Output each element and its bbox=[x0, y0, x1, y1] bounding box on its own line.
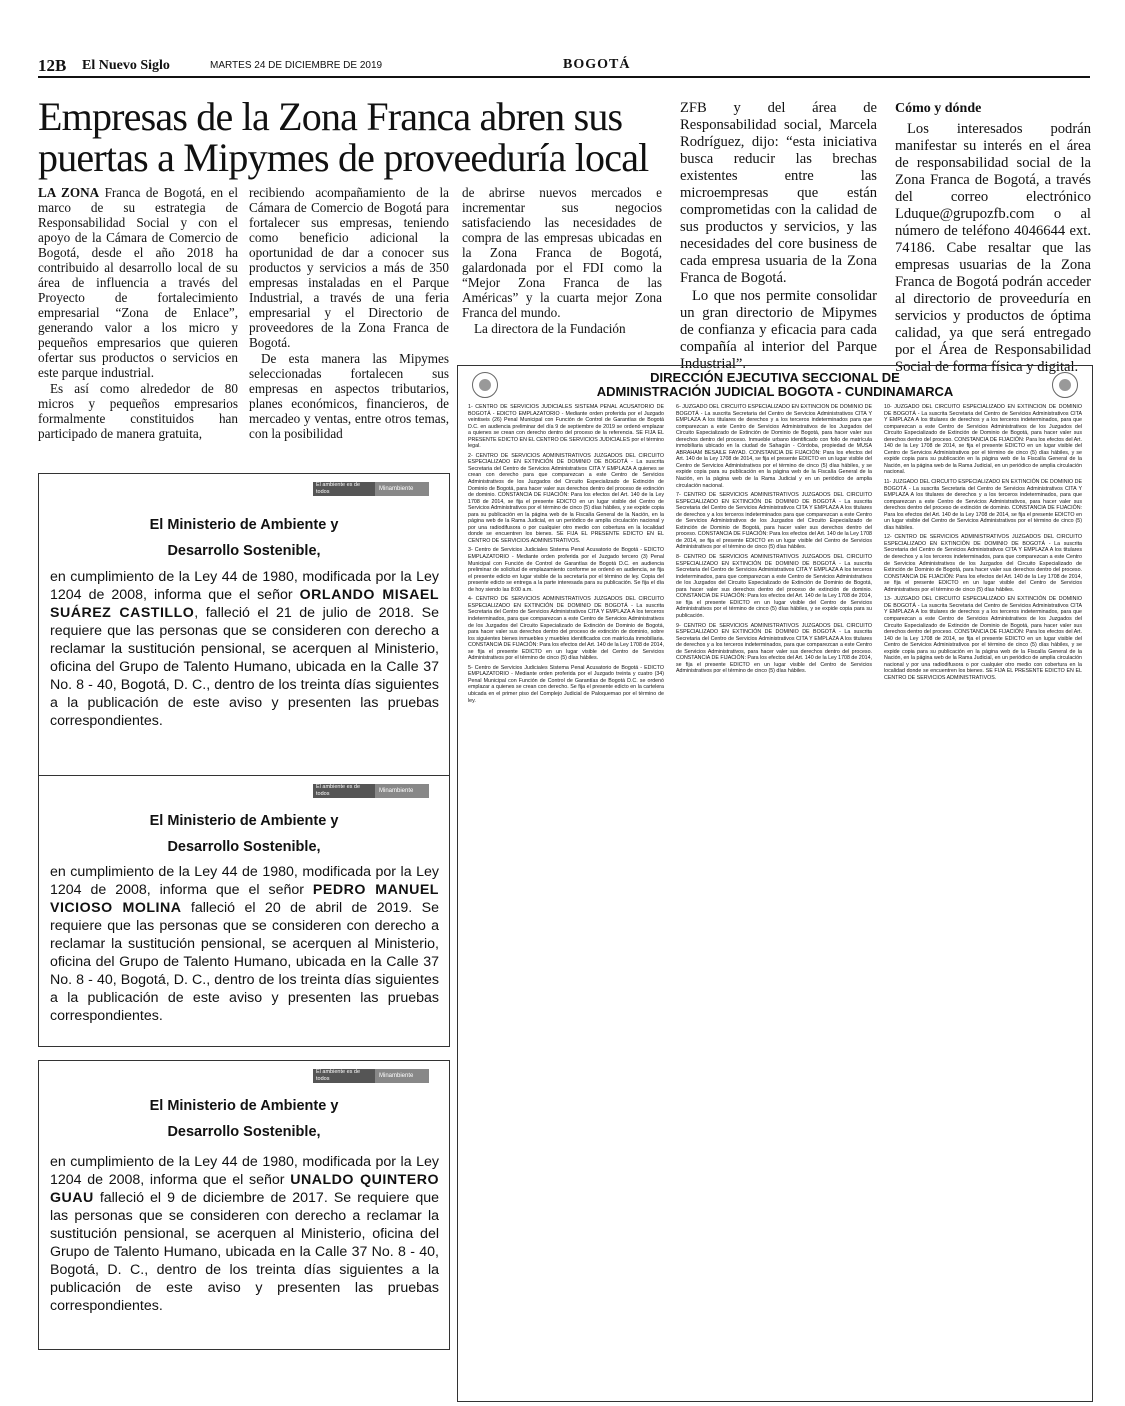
edict-entry: 12- CENTRO DE SERVICIOS ADMINISTRATIVOS JUZGADOS DEL CIRCUITO ESPECIALIZADO EN EXTINCIÓN DE DOMINIO DE BOGOTÁ - La suscrita Secretaria del Centro de Servicios Administrativos CITA Y EMPLAZA A los titulares de derechos y a los terceros indeterminados, para que comparezcan a este Centro de Servicios Administrativos de los Juzgados del Circuito Especializado de Extinción de Dominio de Bogotá, para hacer valer sus derechos dentro del proceso. CONSTANCIA DE FIJACIÓN: Para los efectos del Art. 140 de la Ley 1708 de 2014, se fija el presente EDICTO en un lugar visible del Centro de Servicios Administrativos por el término de cinco (5) días hábiles. bbox=[884, 534, 1082, 593]
minambiente-logo: Minambiente bbox=[375, 784, 429, 798]
notice-title: Desarrollo Sostenible, bbox=[167, 839, 321, 855]
article-paragraph: ZFB y del área de Responsabilidad social, Marcela Rodríguez, dijo: “esta iniciativa busca reducir las brechas existentes entre las microempresas que están comprometidas con la calidad de sus productos y servicios, y las necesidades del core business de cada empresa usuaria de la Zona Franca de Bogotá. bbox=[680, 100, 877, 286]
edict-column-2 bbox=[676, 404, 872, 1393]
article-paragraph: Los interesados podrán manifestar su interés en el área de responsabilidad social de la Zona Franca de Bogotá, a través del correo electrónico Lduque@grupozfb.com o al número de teléfono 4046644 ext. 74186. Cabe resaltar que las empresas usuarias de la Zona Franca de Bogotá podrán acceder al directorio de proveeduría en servicios y productos de óptima calidad, ya que será entregado por el Área de Responsabilidad Social de forma física y digital. bbox=[895, 121, 1091, 375]
minambiente-logo: Minambiente bbox=[375, 1069, 429, 1083]
edict-entry: 6- JUZGADO DEL CIRCUITO ESPECIALIZADO EN EXTINCIÓN DE DOMINIO DE BOGOTÁ - La suscrita Secretaria del Centro de Servicios Administrativos CITA Y EMPLAZA A los titulares de derechos y a los terceros indeterminados para que comparezcan a este Centro de Servicios Administrativos de los Juzgados del Circuito Especializado de Extinción de Dominio de Bogotá, para hacer valer sus derechos dentro del proceso. Inmueble urbano identificado con folio de matrícula inmobiliaria ubicado en la ciudad de Sahagún - Córdoba, propiedad de MUSA ABRAHAM BESAILE FAYAD. CONSTANCIA DE FIJACIÓN: Para los efectos del Art. 140 de la Ley 1708 de 2014, se fija el presente EDICTO en un lugar visible del Centro de Servicios Administrativos por el término de cinco (5) días hábiles, y se expide copia para su publicación en la página web de la Fiscalía General de la Nación, en la página web de la Rama Judicial y en un periódico de amplia circulación nacional. bbox=[676, 404, 872, 489]
article-paragraph: Lo que nos permite consolidar un gran directorio de Mipymes de confianza y eficacia para cada compañía al interior del Parque Industrial”. bbox=[680, 288, 877, 372]
obituary-notice bbox=[38, 473, 450, 785]
edict-entry: 7- CENTRO DE SERVICIOS ADMINISTRATIVOS JUZGADOS DEL CIRCUITO ESPECIALIZADO EN EXTINCIÓN DE DOMINIO DE BOGOTÁ - La suscrita Secretaria del Centro de Servicios Administrativos CITA Y EMPLAZA A los titulares de derechos y a los terceros indeterminados para que comparezcan a este Centro de Servicios Administrativos de los Juzgados del Circuito Especializado de Extinción de Dominio de Bogotá, para hacer valer sus derechos dentro del proceso. CONSTANCIA DE FIJACIÓN: Para los efectos del Art. 140 de la Ley 1708 de 2014, se fija el presente EDICTO en un lugar visible del Centro de Servicios Administrativos por el término de cinco (5) días hábiles. bbox=[676, 492, 872, 551]
article-headline: Empresas de la Zona Franca abren sus puertas a Mipymes de proveeduría local bbox=[38, 94, 649, 180]
edict-entry: 1- CENTRO DE SERVICIOS JUDICIALES SISTEMA PENAL ACUSATORIO DE BOGOTÁ - EDICTO EMPLAZATORIO - Mediante orden proferida por el Juzgado veintiseis (26) Penal Municipal con Función de Control de Garantías de Bogotá D.C. en audiencia preliminar del día 9 de septiembre de 2019 se ordenó emplazar a quienes se crean con derecho dentro del proceso de la referencia. SE FIJA EL PRESENTE EDICTO EN EL CENTRO DE SERVICIOS JUDICIALES por el término legal. bbox=[468, 404, 664, 450]
notice-body: en cumplimiento de la Ley 44 de 1980, modificada por la Ley 1204 de 2008, informa que el señor PEDRO MANUEL VICIOSO MOLINA falleció el 20 de abril de 2019. Se requiere que las personas que se consideren con derecho a reclamar la sustitución pensional, se acerquen al Ministerio, oficina del Grupo de Talento Humano, ubicada en la Calle 37 No. 8 - 40, Bogotá, D. C., dentro de los treinta días siguientes a la publicación de este aviso y presenten las pruebas correspondientes. bbox=[50, 864, 439, 1024]
edict-entry: 10- JUZGADO DEL CIRCUITO ESPECIALIZADO EN EXTINCIÓN DE DOMINIO DE BOGOTÁ - La suscrita Secretaria del Centro de Servicios Administrativos CITA Y EMPLAZA A los titulares de derechos y a los terceros indeterminados, para que comparezcan a este Centro de Servicios Administrativos de los Juzgados del Circuito Especializado de Extinción de Dominio de Bogotá, para hacer valer sus derechos dentro del proceso. CONSTANCIA DE FIJACIÓN: Para los efectos del Art. 140 de la Ley 1708 de 2014, se fija el presente EDICTO en un lugar visible del Centro de Servicios Administrativos por el término de cinco (5) días hábiles, y se expide copia para su publicación en la página web de la Fiscalía General de la Nación, en la página web de la Rama Judicial, en un periódico de amplia circulación nacional. bbox=[884, 404, 1082, 476]
edict-entry: 2- CENTRO DE SERVICIOS ADMINISTRATIVOS JUZGADOS DEL CIRCUITO ESPECIALIZADO EN EXTINCIÓN DE DOMINIO DE BOGOTÁ - La suscrita Secretaria del Centro de Servicios Administrativos CITA Y EMPLAZA A quienes se crean con derecho para que comparezcan a este Centro de Servicios Administrativos de los Juzgados del Circuito Especializado de Extinción de Dominio de Bogotá, para hacer valer sus derechos dentro del proceso de extinción de dominio. CONSTANCIA DE FIJACIÓN: Para los efectos del Art. 140 de la Ley 1708 de 2014, se fija el presente EDICTO en un lugar visible del Centro de Servicios Administrativos por el término de cinco (5) días hábiles, y se expide copia para su publicación en la página web de la Fiscalía General de la Nación, en la página web de la Rama Judicial, en un periódico de amplia circulación nacional y por una radiodifusora o por cualquier otro medio con cobertura en la localidad donde se encuentren los bienes. SE FIJA EL PRESENTE EDICTO EN EL CENTRO DE SERVICIOS ADMINISTRATIVOS. bbox=[468, 452, 664, 544]
government-logo: El ambiente es de todos bbox=[313, 784, 375, 798]
article-paragraph: De esta manera las Mipymes seleccionadas fortalecen sus empresas en aspectos tributarios, planes económicos, financieros, de mercadeo y ventas, entre otros temas, con la posibilidad bbox=[249, 351, 449, 441]
government-logo: El ambiente es de todos bbox=[313, 1069, 375, 1083]
edict-title: DIRECCIÓN EJECUTIVA SECCIONAL DE bbox=[650, 370, 900, 385]
article-paragraph: LA ZONA Franca de Bogotá, en el marco de su estrategia de Responsabilidad Social y con el apoyo de la Cámara de Comercio de Bogotá, desde el año 2018 ha contribuido al desarrollo local de su área de influencia a través del Proyecto de fortalecimiento empresarial “Zona de Enlace”, generando valor a los micro y pequeños empresarios que quieren ofertar sus productos o servicios en este parque industrial. bbox=[38, 185, 238, 380]
article-paragraph: La directora de la Fundación bbox=[474, 321, 626, 336]
edict-entry: 9- CENTRO DE SERVICIOS ADMINISTRATIVOS JUZGADOS DEL CIRCUITO ESPECIALIZADO EN EXTINCIÓN DE DOMINIO DE BOGOTÁ - La suscrita Secretaria del Centro de Servicios Administrativos CITA Y EMPLAZA A los titulares de derechos y a los terceros indeterminados, para que comparezcan a este Centro de Servicios Administrativos, para hacer valer sus derechos dentro del proceso. CONSTANCIA DE FIJACIÓN: Para los efectos del Art. 140 de la Ley 1708 de 2014, se fija el presente EDICTO en un lugar visible del Centro de Servicios Administrativos por el término de cinco (5) días hábiles. bbox=[676, 622, 872, 675]
article-column-2 bbox=[249, 185, 449, 442]
article-column-5 bbox=[895, 100, 1091, 377]
ministry-logos bbox=[313, 482, 431, 496]
article-kicker: LA ZONA bbox=[38, 185, 100, 200]
government-logo: El ambiente es de todos bbox=[313, 482, 375, 496]
notice-title: Desarrollo Sostenible, bbox=[167, 543, 321, 559]
minambiente-logo: Minambiente bbox=[375, 482, 429, 496]
edict-entry: 8- CENTRO DE SERVICIOS ADMINISTRATIVOS JUZGADOS DEL CIRCUITO ESPECIALIZADO EN EXTINCIÓN DE DOMINIO DE BOGOTÁ - La suscrita Secretaria del Centro de Servicios Administrativos CITA Y EMPLAZA A los terceros indeterminados, para que comparezcan a este Centro de Servicios Administrativos de los Juzgados del Circuito Especializado de Extinción de Dominio de Bogotá, para hacer valer sus derechos dentro del proceso de extinción de dominio. CONSTANCIA DE FIJACIÓN: Para los efectos del Art. 140 de la Ley 1708 de 2014, se fija el presente EDICTO en un lugar visible del Centro de Servicios Administrativos por el término de cinco (5) días hábiles, y se expide copia para su publicación. bbox=[676, 554, 872, 619]
article-paragraph: Es así como alrededor de 80 micros y pequeños empresarios formalmente constituidos han participado de manera gratuita, bbox=[38, 381, 238, 441]
obituary-notice bbox=[38, 775, 450, 1047]
edict-entry: 4- CENTRO DE SERVICIOS ADMINISTRATIVOS JUZGADOS DEL CIRCUITO ESPECIALIZADO EN EXTINCIÓN DE DOMINIO DE BOGOTÁ - La suscrita Secretaria del Centro de Servicios Administrativos CITA Y EMPLAZA A los terceros indeterminados, para que comparezcan a este Centro de Servicios Administrativos de los Juzgados del Circuito Especializado de Extinción de Dominio de Bogotá, para hacer valer sus derechos dentro del proceso de extinción de dominio, sobre los siguientes bienes inmuebles y muebles identificados con matrícula inmobiliaria. CONSTANCIA DE FIJACIÓN: Para los efectos del Art. 140 de la Ley 1708 de 2014, se fija el presente EDICTO en un lugar visible del Centro de Servicios Administrativos por el término de cinco (5) días hábiles. bbox=[468, 596, 664, 662]
article-paragraph: de abrirse nuevos mercados e incrementar sus negocios satisfaciendo las necesidades de compra de las empresas ubicadas en la Zona Franca de Bogotá, galardonada por el FDI como la “Mejor Zona Franca de las Américas” y la cuarta mejor Zona Franca del mundo. bbox=[462, 185, 662, 320]
edict-column-1 bbox=[468, 404, 664, 1393]
notice-title: Desarrollo Sostenible, bbox=[167, 1124, 321, 1140]
edict-entry: 11- JUZGADO DEL CIRCUITO ESPECIALIZADO EN EXTINCIÓN DE DOMINIO DE BOGOTÁ - La suscrita Secretaria del Centro de Servicios Administrativos CITA Y EMPLAZA A los titulares de derechos y a los terceros indeterminados, para que comparezcan a este Centro de Servicios Administrativos, para hacer valer sus derechos dentro del proceso de extinción de dominio. CONSTANCIA DE FIJACIÓN: Para los efectos del Art. 140 de la Ley 1708 de 2014, se fija el presente EDICTO en un lugar visible del Centro de Servicios Administrativos por el término de cinco (5) días hábiles. bbox=[884, 479, 1082, 531]
newspaper-name: El Nuevo Siglo bbox=[82, 58, 170, 73]
deceased-name: PEDRO MANUEL VICIOSO MOLINA bbox=[50, 882, 439, 916]
section-name: BOGOTÁ bbox=[563, 57, 631, 72]
edict-entry: 13- JUZGADO DEL CIRCUITO ESPECIALIZADO EN EXTINCIÓN DE DOMINIO DE BOGOTÁ - La suscrita Secretaria del Centro de Servicios Administrativos CITA Y EMPLAZA A los titulares de derechos y a los terceros indeterminados, para que comparezcan a este Centro de Servicios Administrativos de los Juzgados del Circuito Especializado de Extinción de Dominio de Bogotá, para hacer valer sus derechos dentro del proceso. CONSTANCIA DE FIJACIÓN: Para los efectos del Art. 140 de la Ley 1708 de 2014, se fija el presente EDICTO en un lugar visible del Centro de Servicios Administrativos por el término de cinco (5) días hábiles, y se expide copia para su publicación en la página web de la Fiscalía General de la Nación, en la página web de la Rama Judicial, en un periódico de amplia circulación nacional y por una radiodifusora o por cualquier otro medio con cobertura en la localidad donde se encuentren los bienes. SE FIJA EL PRESENTE EDICTO EN EL CENTRO DE SERVICIOS ADMINISTRATIVOS. bbox=[884, 596, 1082, 681]
page-number: 12B bbox=[38, 56, 67, 75]
deceased-name: ORLANDO MISAEL SUÁREZ CASTILLO bbox=[50, 587, 439, 621]
notice-title: El Ministerio de Ambiente y bbox=[149, 813, 339, 829]
edict-entry: 3- Centro de Servicios Judiciales Sistema Penal Acusatorio de Bogotá - EDICTO EMPLAZATORIO - Mediante orden proferida por el Juzgado tercero (3) Penal Municipal con Función de Control de Garantías de Bogotá D.C. en audiencia preliminar de solicitud de emplazamiento conforme se ordenó en audiencia, se fija el presente edicto en lugar visible de la secretaría por el término de ley. Copia del presente edicto se entrega a la parte interesada para su publicación. Se fija el día de hoy siendo las 8:00 a.m. bbox=[468, 547, 664, 593]
article-paragraph: recibiendo acompañamiento de la Cámara de Comercio de Bogotá para fortalecer sus empresas, teniendo como beneficio adicional la oportunidad de dar a conocer sus productos y servicios a más de 350 empresas instaladas en el Parque Industrial, a través de una feria empresarial y el Directorio de proveedores de la Zona Franca de Bogotá. bbox=[249, 185, 449, 350]
article-column-4 bbox=[680, 100, 877, 374]
ministry-logos bbox=[313, 1069, 431, 1083]
ministry-logos bbox=[313, 784, 431, 798]
judicial-edict-box bbox=[457, 365, 1093, 1402]
notice-title: El Ministerio de Ambiente y bbox=[149, 1098, 339, 1114]
article-column-1 bbox=[38, 185, 238, 442]
edict-entry: 5- Centro de Servicios Judiciales Sistema Penal Acusatorio de Bogotá - EDICTO EMPLAZATORIO - Mediante orden proferida por el Juzgado treinta y cuatro (34) Penal Municipal con Función de Control de Garantías de Bogotá D.C. se ordenó emplazar a quienes se crean con derecho. Se fija el presente edicto en la cartelera ubicada en el primer piso del Complejo Judicial de Paloquemao por el término de ley. bbox=[468, 664, 664, 704]
notice-body: en cumplimiento de la Ley 44 de 1980, modificada por la Ley 1204 de 2008, informa que el señor UNALDO QUINTERO GUAU falleció el 9 de diciembre de 2017. Se requiere que las personas que se consideren con derecho a reclamar la sustitución pensional, se acerquen al Ministerio, oficina del Grupo de Talento Humano, ubicada en la Calle 37 No. 8 - 40, Bogotá, D. C., dentro de los treinta días siguientes a la publicación de este aviso y presenten las pruebas correspondientes. bbox=[50, 1154, 439, 1314]
notice-body: en cumplimiento de la Ley 44 de 1980, modificada por la Ley 1204 de 2008, informa que el señor ORLANDO MISAEL SUÁREZ CASTILLO, falleció el 21 de julio de 2018. Se requiere que las personas que se consideren con derecho a reclamar la sustitución pensional, se acerquen al Ministerio, oficina del Grupo de Talento Humano, ubicada en la Calle 37 No. 8 - 40, Bogotá, D. C., dentro de los treinta días siguientes a la publicación de este aviso y presenten las pruebas correspondientes. bbox=[50, 569, 439, 729]
article-column-3 bbox=[462, 185, 662, 337]
obituary-notice bbox=[38, 1060, 450, 1350]
deceased-name: UNALDO QUINTERO GUAU bbox=[50, 1172, 439, 1206]
edict-title: ADMINISTRACIÓN JUDICIAL BOGOTA - CUNDINAMARCA bbox=[596, 384, 954, 399]
article-subheading: Cómo y dónde bbox=[895, 101, 982, 116]
masthead bbox=[38, 54, 1090, 78]
notice-title: El Ministerio de Ambiente y bbox=[149, 517, 339, 533]
issue-date: MARTES 24 DE DICIEMBRE DE 2019 bbox=[210, 60, 383, 71]
edict-column-3 bbox=[884, 404, 1082, 1393]
